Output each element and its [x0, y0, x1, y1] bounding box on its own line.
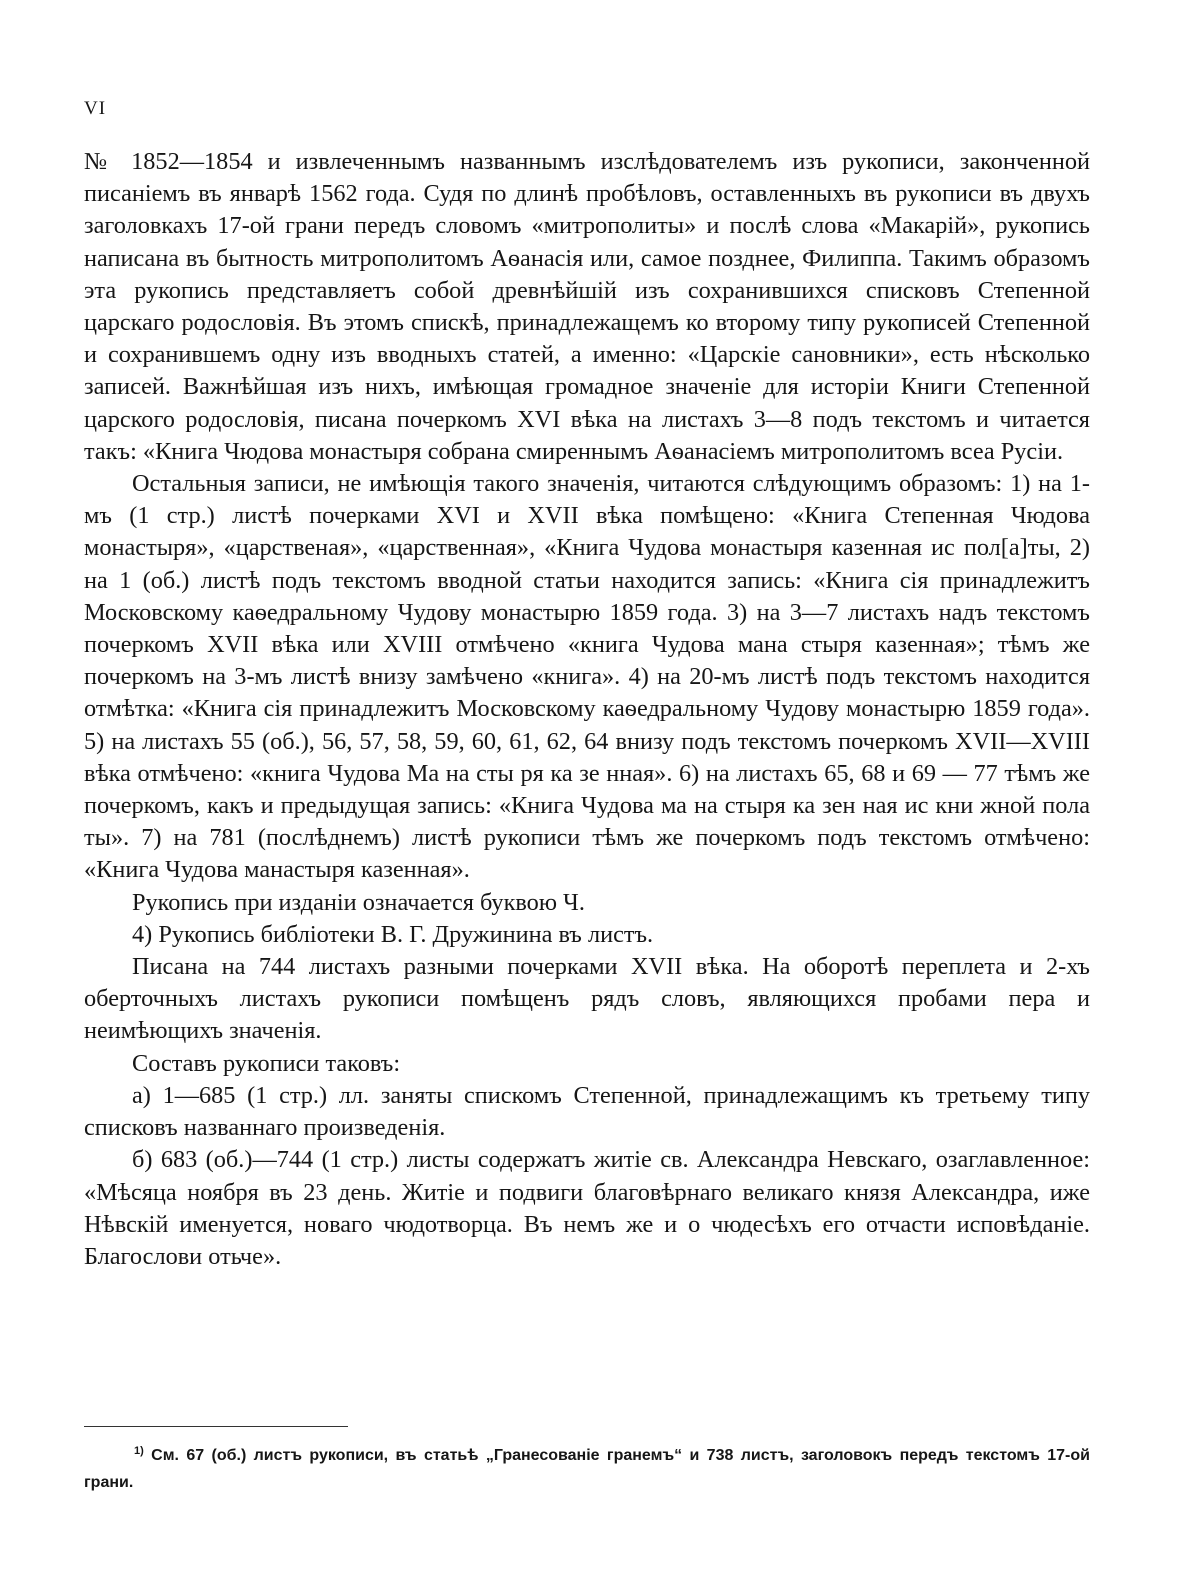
paragraph-druzhinin-heading: 4) Рукопись библіотеки В. Г. Дружинина въ листъ. [132, 920, 654, 948]
paragraph-composition: Составъ рукописи таковъ: [132, 1049, 401, 1077]
paragraph-designation: Рукопись при изданіи означается буквою Ч. [132, 888, 585, 916]
paragraph-written-on: Писана на 744 листахъ разными почерками XVII вѣка. На оборотѣ переплета и 2-хъ оберточныхъ листахъ рукописи помѣщенъ рядъ словъ, являющихся пробами пера и неимѣющихъ значенія. [84, 953, 1090, 1045]
paragraph-item-a: а) 1—685 (1 стр.) лл. заняты спискомъ Степенной, принадлежащимъ къ третьему типу списковъ названнаго произведенія. [84, 1081, 1090, 1142]
footnote-divider [84, 1426, 348, 1427]
footnote-text: См. 67 (об.) листъ рукописи, въ статьѣ „Гранесованіе гранемъ“ и 738 листъ, заголовокъ передъ текстомъ 17-ой грани. [84, 1447, 1090, 1491]
footnote [84, 1438, 1090, 1496]
footnote-marker: 1) [134, 1445, 144, 1457]
paragraph-item-b: б) 683 (об.)—744 (1 стр.) листы содержатъ житіе св. Александра Невскаго, озаглавленное: «Мѣсяца ноября въ 23 день. Житіе и подвиги благовѣрнаго великаго князя Александра, иже Нѣвскій именуется, новаго чюдотворца. Въ немъ же и о чюдесѣхъ его отчасти исповѣданіе. Благослови отьче». [84, 1146, 1090, 1270]
paragraph-manuscript-description: № 1852—1854 и извлеченнымъ названнымъ изслѣдователемъ изъ рукописи, законченной писаніемъ въ январѣ 1562 года. Судя по длинѣ пробѣловъ, оставленныхъ въ рукописи въ двухъ заголовкахъ 17-ой грани передъ словомъ «митрополиты» и послѣ слова «Макарій», рукопись написана въ бытность митрополитомъ Аѳанасія или, самое позднее, Филиппа. Такимъ образомъ эта рукопись представляетъ собой древнѣйшій изъ сохранившихся списковъ Степенной царскаго родословія. Въ этомъ спискѣ, принадлежащемъ ко второму типу рукописей Степенной и сохранившемъ одну изъ вводныхъ статей, а именно: «Царскіе сановники», есть нѣсколько записей. Важнѣйшая изъ нихъ, имѣющая громадное значеніе для исторіи Книги Степенной царского родословія, писана почеркомъ XVI вѣка на листахъ 3—8 подъ текстомъ и читается такъ: «Книга Чюдова монастыря собрана смиреннымъ Аѳанасіемъ митрополитомъ всеа Русіи. [84, 148, 1090, 465]
page-number: VI [84, 98, 107, 119]
body-text [84, 146, 1090, 1273]
paragraph-other-records: Остальныя записи, не имѣющія такого значенія, читаются слѣдующимъ образомъ: 1) на 1-мъ (1 стр.) листѣ почерками XVI и XVII вѣка помѣщено: «Книга Степенная Чюдова монастыря», «царственая», «царственная», «Книга Чудова монастыря казенная ис пол[а]ты, 2) на 1 (об.) листѣ подъ текстомъ вводной статьи находится запись: «Книга сія принадлежитъ Московскому каѳедральному Чудову монастырю 1859 года. 3) на 3—7 листахъ надъ текстомъ почеркомъ XVII вѣка или XVIII отмѣчено «книга Чудова мана стыря казенная»; тѣмъ же почеркомъ на 3-мъ листѣ внизу замѣчено «книга». 4) на 20-мъ листѣ подъ текстомъ находится отмѣтка: «Книга сія принадлежитъ Московскому каѳедральному Чудову монастырю 1859 года». 5) на листахъ 55 (об.), 56, 57, 58, 59, 60, 61, 62, 64 внизу подъ текстомъ почеркомъ XVII—XVIII вѣка отмѣчено: «книга Чудова Ма на сты ря ка зе нная». 6) на листахъ 65, 68 и 69 — 77 тѣмъ же почеркомъ, какъ и предыдущая запись: «Книга Чудова ма на стыря ка зен ная ис кни жной пола ты». 7) на 781 (послѣднемъ) листѣ рукописи тѣмъ же почеркомъ подъ текстомъ отмѣчено: «Книга Чудова манастыря казенная». [84, 470, 1090, 884]
